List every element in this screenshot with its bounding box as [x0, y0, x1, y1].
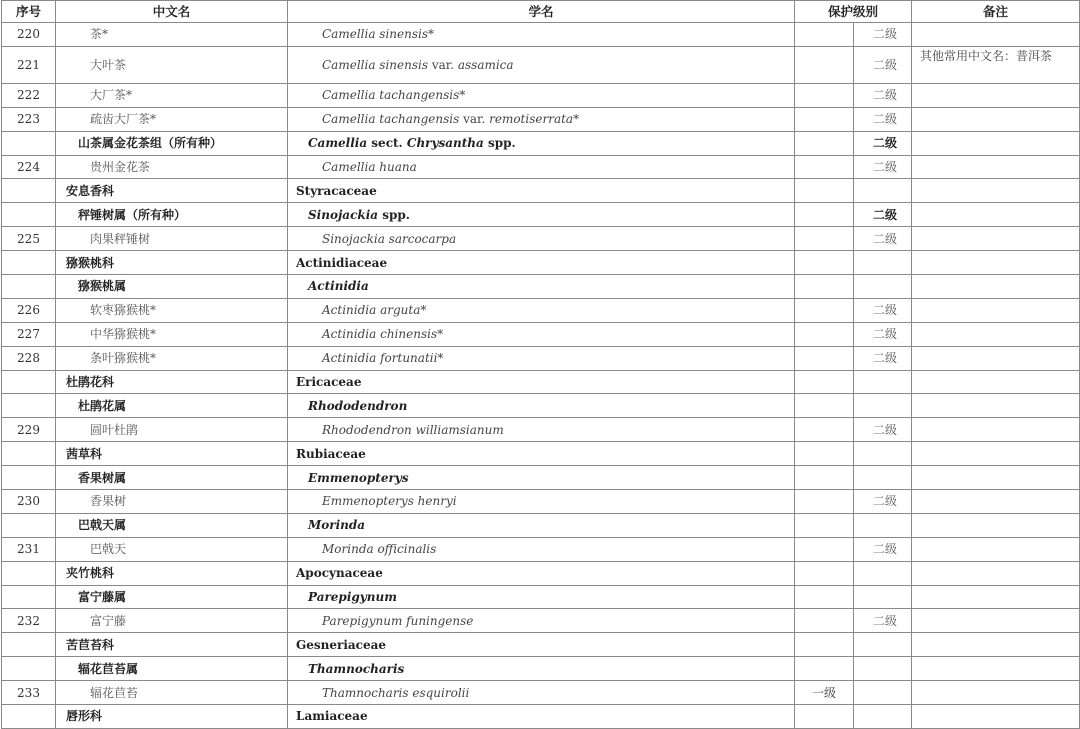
cell-scientific-name: Apocynaceae — [288, 561, 795, 585]
sci-genus: Camellia — [308, 136, 368, 151]
cell-level-second: 二级 — [854, 609, 912, 633]
cell-level-second — [854, 513, 912, 537]
cell-level-first — [795, 418, 854, 442]
sci-species: Camellia sinensis — [322, 57, 429, 72]
table-row-species — [2, 537, 1080, 561]
cell-seq: 224 — [2, 155, 56, 179]
cell-seq: 228 — [2, 346, 56, 370]
protected-plants-table — [1, 0, 1080, 729]
table-row-species — [2, 346, 1080, 370]
cell-seq — [2, 370, 56, 394]
cell-chinese-name: 唇形科 — [56, 705, 288, 729]
table-row-species — [2, 609, 1080, 633]
cell-scientific-name: Parepigynum — [288, 585, 795, 609]
cell-remarks — [912, 513, 1080, 537]
cell-level-first — [795, 442, 854, 466]
table-row-genus — [2, 394, 1080, 418]
cell-level-second — [854, 442, 912, 466]
cell-chinese-name: 巴戟天 — [56, 537, 288, 561]
cell-seq — [2, 442, 56, 466]
table-row-family — [2, 442, 1080, 466]
cell-chinese-name: 香果树属 — [56, 466, 288, 490]
cell-level-second — [854, 251, 912, 275]
cell-chinese-name: 苦苣苔科 — [56, 633, 288, 657]
cell-seq — [2, 633, 56, 657]
cell-scientific-name: Thamnocharis — [288, 657, 795, 681]
cell-remarks — [912, 585, 1080, 609]
table-row-species — [2, 227, 1080, 251]
cell-seq — [2, 657, 56, 681]
table-row-species — [2, 83, 1080, 107]
cell-scientific-name: Morinda — [288, 513, 795, 537]
cell-level-second — [854, 466, 912, 490]
table-row-family — [2, 370, 1080, 394]
cell-remarks — [912, 346, 1080, 370]
cell-chinese-name: 茶* — [56, 23, 288, 47]
cell-chinese-name: 疏齿大厂茶* — [56, 107, 288, 131]
header-scientific-name: 学名 — [288, 1, 795, 23]
cell-level-second — [854, 705, 912, 729]
cell-scientific-name: Actinidia — [288, 275, 795, 299]
cell-chinese-name: 富宁藤 — [56, 609, 288, 633]
cell-remarks — [912, 275, 1080, 299]
cell-remarks — [912, 681, 1080, 705]
header-remarks: 备注 — [912, 1, 1080, 23]
cell-level-first — [795, 609, 854, 633]
cell-scientific-name: Actinidiaceae — [288, 251, 795, 275]
cell-level-first — [795, 46, 854, 83]
cell-remarks — [912, 298, 1080, 322]
cell-chinese-name: 香果树 — [56, 490, 288, 514]
cell-chinese-name: 夹竹桃科 — [56, 561, 288, 585]
cell-scientific-name: Ericaceae — [288, 370, 795, 394]
cell-level-first — [795, 23, 854, 47]
header-seq: 序号 — [2, 1, 56, 23]
table-row-species — [2, 46, 1080, 83]
table-header-row — [2, 1, 1080, 23]
cell-scientific-name: Lamiaceae — [288, 705, 795, 729]
cell-chinese-name: 杜鹃花科 — [56, 370, 288, 394]
cell-scientific-name: Camellia tachangensis* — [288, 83, 795, 107]
sci-variety: assamica — [457, 57, 514, 72]
table-body — [2, 23, 1080, 729]
cell-chinese-name: 辐花苣苔属 — [56, 657, 288, 681]
cell-level-first — [795, 107, 854, 131]
cell-chinese-name: 安息香科 — [56, 179, 288, 203]
table-row-species — [2, 155, 1080, 179]
cell-chinese-name: 贵州金花茶 — [56, 155, 288, 179]
cell-chinese-name: 杜鹃花属 — [56, 394, 288, 418]
cell-level-first — [795, 657, 854, 681]
cell-scientific-name — [288, 203, 795, 227]
table-row-family — [2, 561, 1080, 585]
cell-level-second: 二级 — [854, 346, 912, 370]
cell-remarks — [912, 490, 1080, 514]
cell-level-second: 二级 — [854, 227, 912, 251]
cell-level-second — [854, 275, 912, 299]
cell-remarks — [912, 107, 1080, 131]
header-protection-level: 保护级别 — [795, 1, 912, 23]
cell-seq: 233 — [2, 681, 56, 705]
cell-level-second: 二级 — [854, 418, 912, 442]
cell-chinese-name: 富宁藤属 — [56, 585, 288, 609]
cell-seq — [2, 705, 56, 729]
table-row-species — [2, 322, 1080, 346]
cell-level-first — [795, 490, 854, 514]
cell-seq — [2, 394, 56, 418]
cell-level-second: 二级 — [854, 537, 912, 561]
cell-remarks — [912, 466, 1080, 490]
cell-scientific-name: Emmenopterys — [288, 466, 795, 490]
cell-level-second: 二级 — [854, 23, 912, 47]
cell-level-second — [854, 681, 912, 705]
cell-remarks — [912, 251, 1080, 275]
cell-remarks — [912, 418, 1080, 442]
cell-seq — [2, 131, 56, 155]
cell-chinese-name: 秤锤树属（所有种） — [56, 203, 288, 227]
cell-level-first — [795, 633, 854, 657]
table-row-family — [2, 705, 1080, 729]
cell-level-first — [795, 585, 854, 609]
sci-genus: Sinojackia — [308, 207, 379, 222]
cell-chinese-name: 中华猕猴桃* — [56, 322, 288, 346]
cell-level-second — [854, 179, 912, 203]
table-row-genus — [2, 513, 1080, 537]
cell-remarks — [912, 657, 1080, 681]
cell-seq: 226 — [2, 298, 56, 322]
table-row-species — [2, 418, 1080, 442]
cell-level-second — [854, 585, 912, 609]
cell-level-second: 二级 — [854, 298, 912, 322]
cell-scientific-name: Emmenopterys henryi — [288, 490, 795, 514]
table-row-family — [2, 179, 1080, 203]
table-row-species — [2, 298, 1080, 322]
cell-scientific-name: Actinidia fortunatii* — [288, 346, 795, 370]
cell-level-first — [795, 513, 854, 537]
cell-remarks — [912, 609, 1080, 633]
cell-scientific-name: Actinidia arguta* — [288, 298, 795, 322]
cell-seq: 232 — [2, 609, 56, 633]
cell-seq — [2, 251, 56, 275]
cell-scientific-name — [288, 107, 795, 131]
cell-level-first — [795, 346, 854, 370]
cell-remarks — [912, 561, 1080, 585]
cell-scientific-name: Rubiaceae — [288, 442, 795, 466]
cell-chinese-name: 辐花苣苔 — [56, 681, 288, 705]
cell-level-second: 二级 — [854, 322, 912, 346]
cell-remarks — [912, 442, 1080, 466]
cell-level-second: 二级 — [854, 131, 912, 155]
sci-spp: spp. — [487, 136, 516, 151]
cell-level-first — [795, 466, 854, 490]
table-row-genus — [2, 585, 1080, 609]
sci-rank: var. — [463, 112, 486, 127]
cell-level-first — [795, 251, 854, 275]
cell-scientific-name: Camellia sinensis* — [288, 23, 795, 47]
cell-level-first — [795, 370, 854, 394]
cell-remarks — [912, 394, 1080, 418]
cell-level-second: 二级 — [854, 490, 912, 514]
cell-chinese-name: 茜草科 — [56, 442, 288, 466]
cell-level-first — [795, 131, 854, 155]
cell-seq — [2, 561, 56, 585]
cell-scientific-name: Sinojackia sarcocarpa — [288, 227, 795, 251]
cell-chinese-name: 大厂茶* — [56, 83, 288, 107]
cell-scientific-name: Morinda officinalis — [288, 537, 795, 561]
cell-level-second: 二级 — [854, 46, 912, 83]
sci-variety: remotiserrata* — [489, 112, 580, 127]
cell-chinese-name: 猕猴桃科 — [56, 251, 288, 275]
cell-scientific-name: Rhododendron williamsianum — [288, 418, 795, 442]
cell-seq — [2, 203, 56, 227]
cell-level-first — [795, 561, 854, 585]
cell-seq — [2, 585, 56, 609]
cell-chinese-name: 猕猴桃属 — [56, 275, 288, 299]
cell-level-first — [795, 179, 854, 203]
cell-seq: 225 — [2, 227, 56, 251]
cell-remarks — [912, 203, 1080, 227]
cell-seq: 227 — [2, 322, 56, 346]
table-row-genus — [2, 466, 1080, 490]
cell-level-first — [795, 705, 854, 729]
cell-level-first — [795, 322, 854, 346]
cell-seq — [2, 275, 56, 299]
sci-rank: sect. — [371, 136, 403, 151]
cell-level-second — [854, 633, 912, 657]
cell-remarks — [912, 705, 1080, 729]
cell-level-first — [795, 155, 854, 179]
table-row-species — [2, 23, 1080, 47]
cell-level-second: 二级 — [854, 155, 912, 179]
cell-scientific-name: Parepigynum funingense — [288, 609, 795, 633]
cell-chinese-name: 肉果秤锤树 — [56, 227, 288, 251]
cell-level-first — [795, 537, 854, 561]
cell-level-second: 二级 — [854, 203, 912, 227]
cell-seq: 229 — [2, 418, 56, 442]
cell-chinese-name: 山茶属金花茶组（所有种） — [56, 131, 288, 155]
cell-scientific-name — [288, 46, 795, 83]
cell-level-first: 一级 — [795, 681, 854, 705]
table-row-species — [2, 490, 1080, 514]
cell-level-first — [795, 298, 854, 322]
table-row-genus — [2, 657, 1080, 681]
header-chinese-name: 中文名 — [56, 1, 288, 23]
cell-remarks — [912, 370, 1080, 394]
sci-rank: var. — [431, 57, 455, 72]
table-row-genus — [2, 131, 1080, 155]
cell-scientific-name: Gesneriaceae — [288, 633, 795, 657]
table-row-family — [2, 633, 1080, 657]
cell-chinese-name: 巴戟天属 — [56, 513, 288, 537]
cell-remarks: 其他常用中文名：普洱茶 — [912, 46, 1080, 83]
cell-level-second: 二级 — [854, 107, 912, 131]
cell-seq — [2, 513, 56, 537]
cell-scientific-name: Thamnocharis esquirolii — [288, 681, 795, 705]
cell-seq: 220 — [2, 23, 56, 47]
cell-remarks — [912, 179, 1080, 203]
cell-level-second — [854, 561, 912, 585]
cell-scientific-name: Styracaceae — [288, 179, 795, 203]
cell-seq: 230 — [2, 490, 56, 514]
cell-remarks — [912, 131, 1080, 155]
cell-chinese-name: 条叶猕猴桃* — [56, 346, 288, 370]
cell-level-second — [854, 394, 912, 418]
cell-chinese-name: 圆叶杜鹃 — [56, 418, 288, 442]
table-row-species — [2, 107, 1080, 131]
cell-remarks — [912, 155, 1080, 179]
sci-section: Chrysantha — [406, 136, 484, 151]
table-row-genus — [2, 275, 1080, 299]
sci-spp: spp. — [382, 207, 410, 222]
cell-level-first — [795, 275, 854, 299]
cell-remarks — [912, 23, 1080, 47]
cell-chinese-name: 软枣猕猴桃* — [56, 298, 288, 322]
cell-seq — [2, 179, 56, 203]
cell-scientific-name: Rhododendron — [288, 394, 795, 418]
cell-seq: 222 — [2, 83, 56, 107]
table-row-genus — [2, 203, 1080, 227]
cell-chinese-name: 大叶茶 — [56, 46, 288, 83]
cell-remarks — [912, 83, 1080, 107]
cell-remarks — [912, 322, 1080, 346]
cell-level-first — [795, 394, 854, 418]
cell-scientific-name: Camellia huana — [288, 155, 795, 179]
cell-seq — [2, 466, 56, 490]
cell-seq: 223 — [2, 107, 56, 131]
cell-level-first — [795, 83, 854, 107]
cell-scientific-name — [288, 131, 795, 155]
cell-level-first — [795, 227, 854, 251]
cell-level-second — [854, 370, 912, 394]
table-row-species — [2, 681, 1080, 705]
cell-seq: 221 — [2, 46, 56, 83]
cell-remarks — [912, 633, 1080, 657]
sci-species: Camellia tachangensis — [322, 112, 460, 127]
cell-remarks — [912, 227, 1080, 251]
cell-remarks — [912, 537, 1080, 561]
cell-level-second: 二级 — [854, 83, 912, 107]
cell-level-second — [854, 657, 912, 681]
cell-seq: 231 — [2, 537, 56, 561]
table-row-family — [2, 251, 1080, 275]
cell-scientific-name: Actinidia chinensis* — [288, 322, 795, 346]
cell-level-first — [795, 203, 854, 227]
